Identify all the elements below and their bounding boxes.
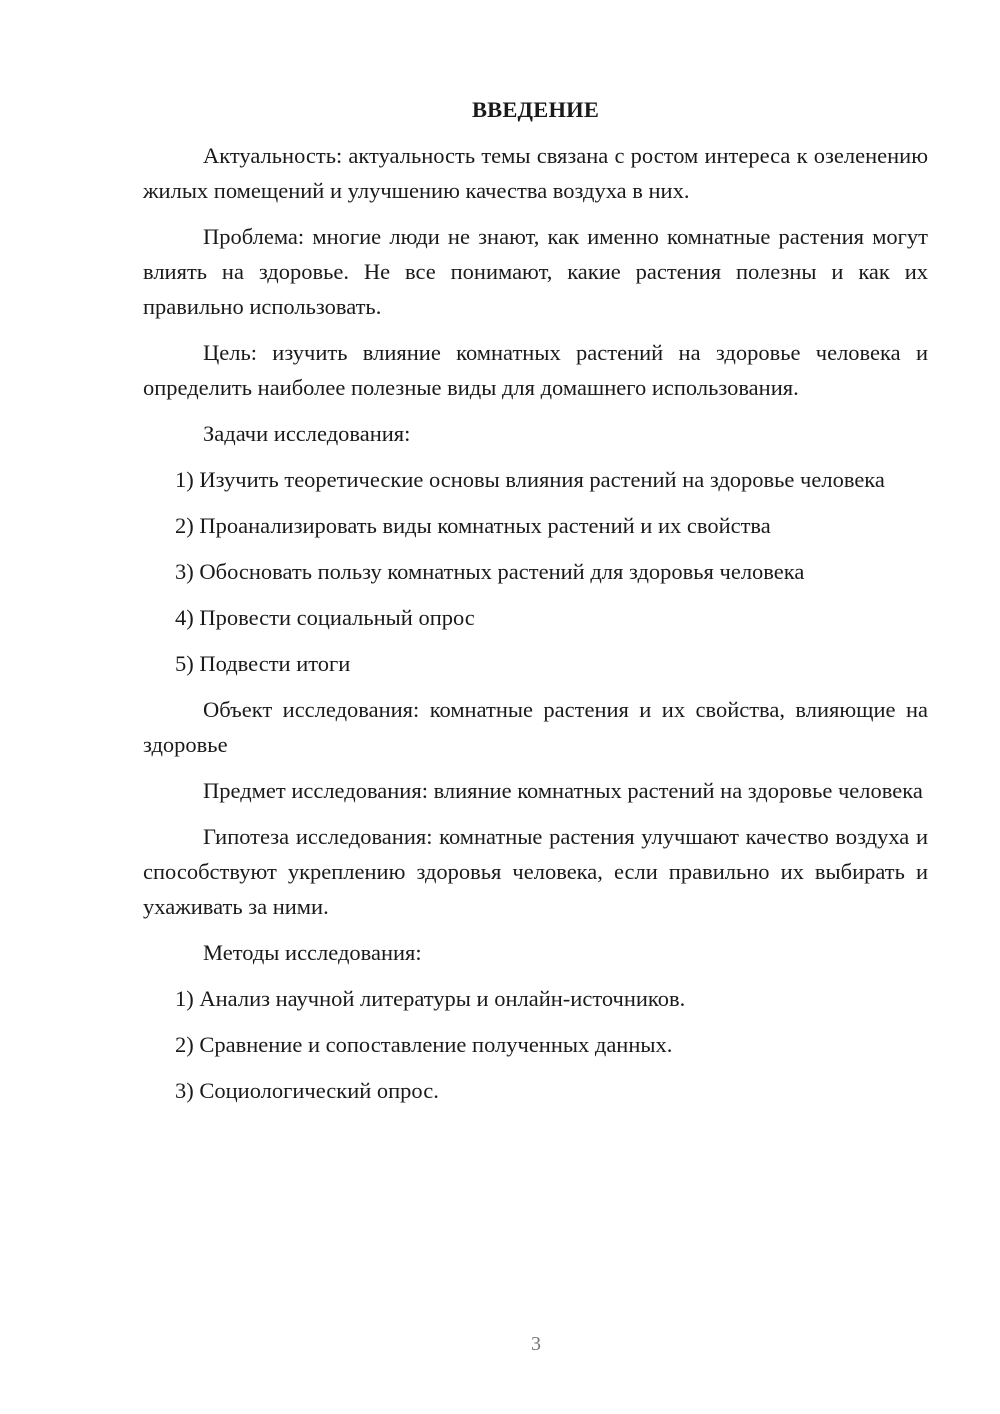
paragraph-problem: Проблема: многие люди не знают, как именно комнатные растения могут влиять на здоровье. Не все понимают, какие растения полезны и как их правильно использовать.: [143, 224, 928, 319]
list-item: 1) Изучить теоретические основы влияния растений на здоровье человека: [175, 467, 885, 492]
methods-heading: Методы исследования:: [203, 940, 422, 965]
paragraph-relevance: Актуальность: актуальность темы связана с ростом интереса к озеленению жилых помещений и улучшению качества воздуха в них.: [143, 143, 928, 203]
tasks-list: [143, 462, 928, 681]
list-item: 3) Социологический опрос.: [175, 1078, 439, 1103]
page-number: 3: [531, 1333, 541, 1355]
list-item: 2) Проанализировать виды комнатных растений и их свойства: [175, 513, 771, 538]
list-item: 2) Сравнение и сопоставление полученных данных.: [175, 1032, 673, 1057]
section-title: ВВЕДЕНИЕ: [471, 97, 600, 122]
page-content: [143, 92, 928, 1119]
paragraph-hypothesis: Гипотеза исследования: комнатные растения улучшают качество воздуха и способствуют укреплению здоровья человека, если правильно их выбирать и ухаживать за ними.: [143, 824, 928, 919]
list-item: 5) Подвести итоги: [175, 651, 351, 676]
methods-list: [143, 981, 928, 1108]
tasks-heading: Задачи исследования:: [203, 421, 411, 446]
paragraph-goal: Цель: изучить влияние комнатных растений на здоровье человека и определить наиболее полезные виды для домашнего использования.: [143, 340, 928, 400]
paragraph-subject: Предмет исследования: влияние комнатных растений на здоровье человека: [203, 778, 923, 803]
list-item: 4) Провести социальный опрос: [175, 605, 475, 630]
list-item: 3) Обосновать пользу комнатных растений для здоровья человека: [175, 559, 805, 584]
list-item: 1) Анализ научной литературы и онлайн-источников.: [175, 986, 686, 1011]
paragraph-object: Объект исследования: комнатные растения и их свойства, влияющие на здоровье: [143, 697, 928, 757]
